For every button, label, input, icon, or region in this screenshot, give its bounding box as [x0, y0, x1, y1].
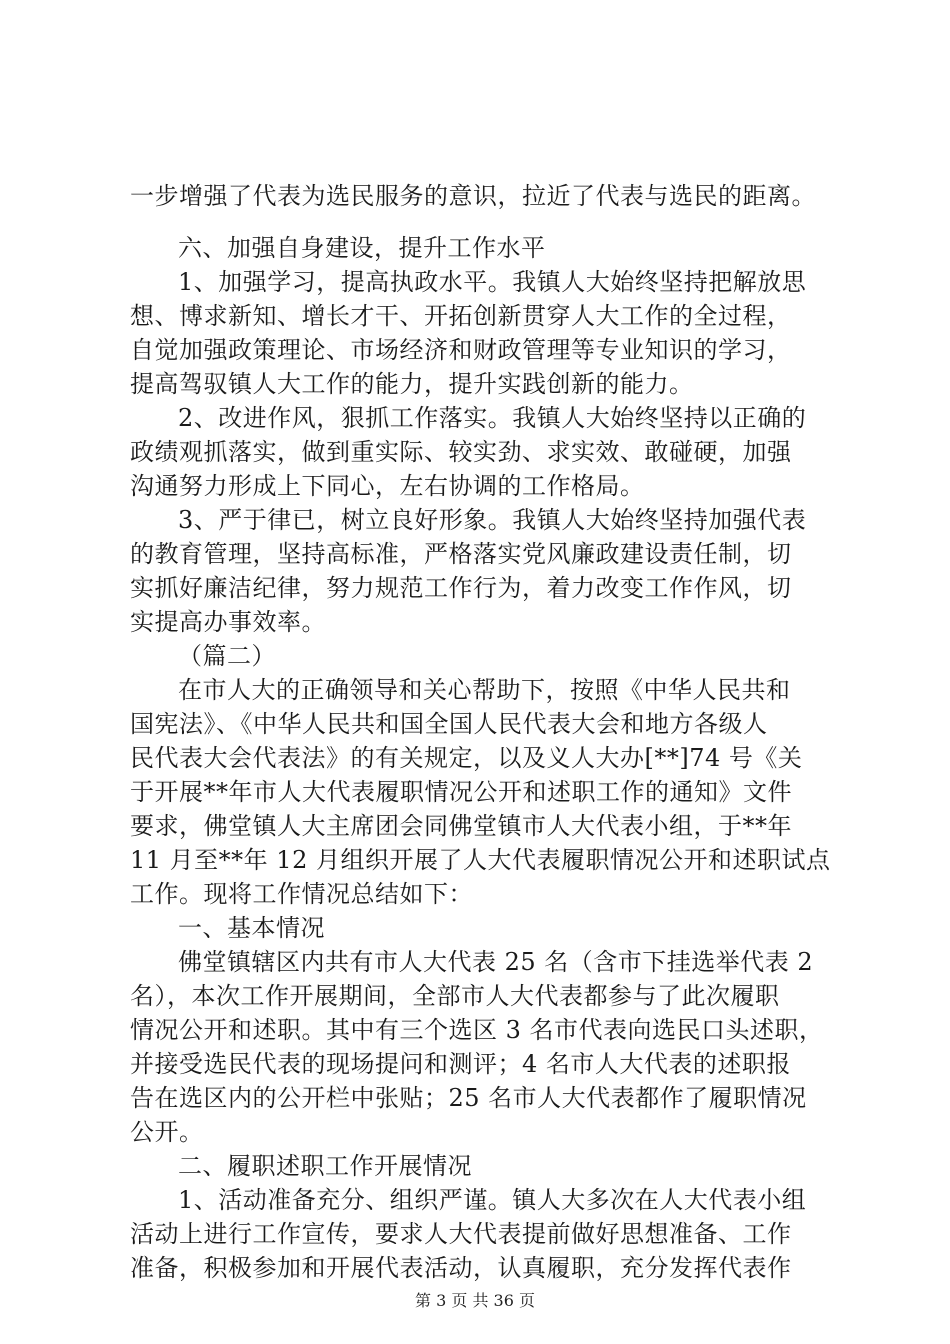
body-line: 一步增强了代表为选民服务的意识，拉近了代表与选民的距离。	[130, 182, 816, 210]
section-heading: 二、履职述职工作开展情况	[178, 1152, 472, 1180]
body-line: 沟通努力形成上下同心，左右协调的工作格局。	[130, 472, 645, 500]
body-line: 11 月至**年 12 月组织开展了人大代表履职情况公开和述职试点	[130, 846, 831, 874]
paragraph-start-line: 佛堂镇辖区内共有市人大代表 25 名（含市下挂选举代表 2	[178, 948, 814, 976]
body-line: 工作。现将工作情况总结如下：	[130, 880, 473, 908]
body-line: 的教育管理，坚持高标准，严格落实党风廉政建设责任制，切	[130, 540, 792, 568]
body-line: 准备，积极参加和开展代表活动，认真履职，充分发挥代表作	[130, 1254, 792, 1282]
body-line: 名），本次工作开展期间，全部市人大代表都参与了此次履职	[130, 982, 780, 1010]
body-line: 提高驾驭镇人大工作的能力，提升实践创新的能力。	[130, 370, 694, 398]
paragraph-start-line: 1、加强学习，提高执政水平。我镇人大始终坚持把解放思	[178, 268, 807, 296]
body-line: 实抓好廉洁纪律，努力规范工作行为，着力改变工作作风，切	[130, 574, 792, 602]
body-line: 情况公开和述职。其中有三个选区 3 名市代表向选民口头述职，	[130, 1016, 824, 1044]
body-line: 国宪法》、《中华人民共和国全国人民代表大会和地方各级人	[130, 710, 768, 738]
body-line: 告在选区内的公开栏中张贴；25 名市人大代表都作了履职情况	[130, 1084, 807, 1112]
paragraph-start-line: 1、活动准备充分、组织严谨。镇人大多次在人大代表小组	[178, 1186, 807, 1214]
page-footer: 第 3 页 共 36 页	[415, 1291, 535, 1310]
paragraph-start-line: 在市人大的正确领导和关心帮助下，按照《中华人民共和	[178, 676, 791, 704]
section-heading: 六、加强自身建设，提升工作水平	[178, 234, 546, 262]
body-line: 自觉加强政策理论、市场经济和财政管理等专业知识的学习，	[130, 336, 792, 364]
body-line: 政绩观抓落实，做到重实际、较实劲、求实效、敢碰硬，加强	[130, 438, 792, 466]
body-line: 公开。	[130, 1118, 204, 1146]
section-heading: 一、基本情况	[178, 914, 325, 942]
body-line: 想、博求新知、增长才干、开拓创新贯穿人大工作的全过程，	[130, 302, 792, 330]
body-line: 于开展**年市人大代表履职情况公开和述职工作的通知》文件	[130, 778, 792, 806]
body-line: 要求，佛堂镇人大主席团会同佛堂镇市人大代表小组，于**年	[130, 812, 792, 840]
body-line: 活动上进行工作宣传，要求人大代表提前做好思想准备、工作	[130, 1220, 792, 1248]
section-heading: （篇二）	[178, 642, 276, 670]
paragraph-start-line: 2、改进作风，狠抓工作落实。我镇人大始终坚持以正确的	[178, 404, 807, 432]
paragraph-start-line: 3、严于律已，树立良好形象。我镇人大始终坚持加强代表	[178, 506, 807, 534]
body-line: 实提高办事效率。	[130, 608, 326, 636]
body-line: 民代表大会代表法》的有关规定，以及义人大办[**]74 号《关	[130, 744, 803, 772]
body-line: 并接受选民代表的现场提问和测评；4 名市人大代表的述职报	[130, 1050, 791, 1078]
